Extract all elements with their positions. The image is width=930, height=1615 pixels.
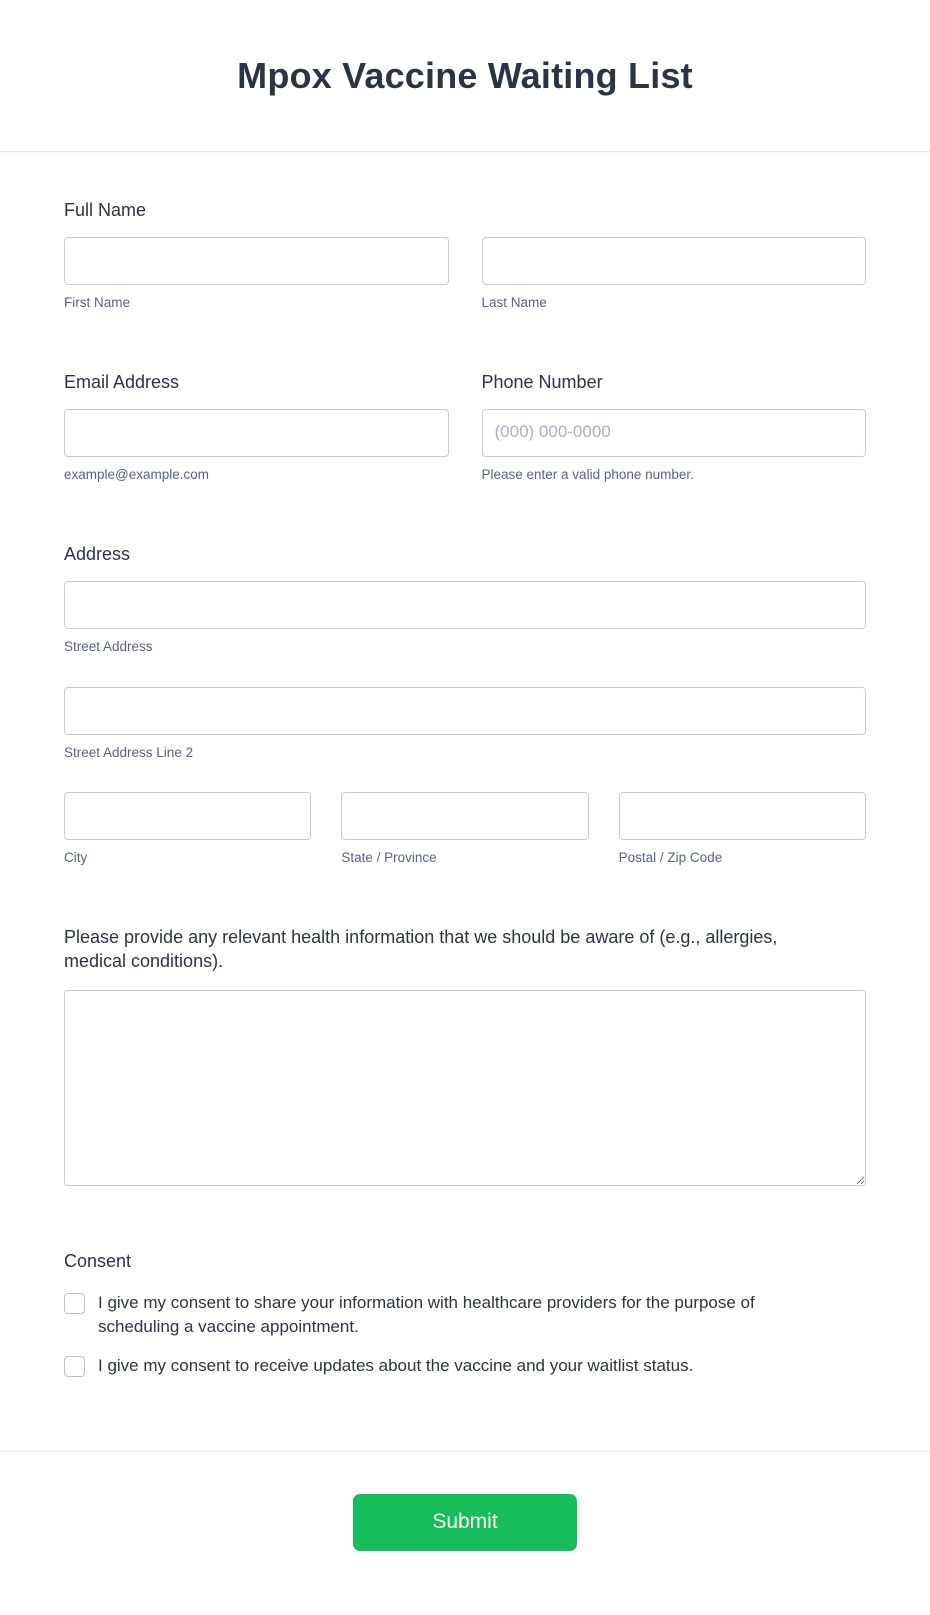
- postal-group: [619, 792, 866, 867]
- phone-label: Phone Number: [481, 371, 603, 392]
- submit-area: [64, 1452, 866, 1601]
- field-full-name: [64, 198, 866, 312]
- postal-sublabel: Postal / Zip Code: [618, 850, 723, 866]
- first-name-input[interactable]: [64, 237, 449, 285]
- street-address2-input[interactable]: [64, 687, 866, 735]
- field-health-info: [64, 925, 866, 1192]
- form-header: [0, 0, 930, 152]
- field-address: [64, 542, 866, 867]
- consent-updates-checkbox[interactable]: [64, 1356, 85, 1377]
- last-name-input[interactable]: [482, 237, 867, 285]
- submit-button[interactable]: Submit: [353, 1494, 577, 1551]
- email-label: Email Address: [64, 371, 180, 392]
- form-body: [0, 152, 930, 1601]
- phone-sublabel: Please enter a valid phone number.: [481, 467, 694, 483]
- consent-updates-text: I give my consent to receive updates about the vaccine and your waitlist status.: [98, 1355, 694, 1375]
- field-email-phone-row: [64, 370, 866, 484]
- first-name-sublabel: First Name: [64, 295, 131, 311]
- consent-share-checkbox[interactable]: [64, 1293, 85, 1314]
- field-consent: [64, 1249, 866, 1378]
- city-sublabel: City: [64, 850, 88, 866]
- email-group: [64, 370, 449, 484]
- last-name-sublabel: Last Name: [481, 295, 547, 311]
- email-input[interactable]: [64, 409, 449, 457]
- street-address-sublabel: Street Address: [64, 638, 153, 654]
- postal-input[interactable]: [619, 792, 866, 840]
- city-input[interactable]: [64, 792, 311, 840]
- full-name-label: Full Name: [64, 200, 147, 220]
- first-name-group: [64, 237, 449, 312]
- street-address2-group: [64, 687, 866, 762]
- state-group: [341, 792, 588, 867]
- address-label: Address: [64, 543, 131, 564]
- city-group: [64, 792, 311, 867]
- last-name-group: [482, 237, 867, 312]
- street-address-input[interactable]: [64, 581, 866, 629]
- phone-group: [482, 370, 867, 484]
- consent-option-share: [64, 1291, 866, 1339]
- email-sublabel: example@example.com: [64, 467, 210, 483]
- health-info-textarea[interactable]: [64, 990, 866, 1186]
- consent-label: Consent: [64, 1251, 132, 1272]
- consent-share-text: I give my consent to share your information with healthcare providers for the purpose of scheduling a vaccine appointment.: [98, 1292, 755, 1336]
- health-info-label: Please provide any relevant health information that we should be aware of (e.g., allergies, medical conditions).: [64, 926, 778, 971]
- state-input[interactable]: [341, 792, 588, 840]
- street-address-group: [64, 581, 866, 656]
- street-address2-sublabel: Street Address Line 2: [64, 744, 194, 760]
- state-sublabel: State / Province: [341, 850, 437, 866]
- phone-input[interactable]: [482, 409, 867, 457]
- page-title: Mpox Vaccine Waiting List: [237, 54, 693, 96]
- consent-option-updates: [64, 1354, 866, 1378]
